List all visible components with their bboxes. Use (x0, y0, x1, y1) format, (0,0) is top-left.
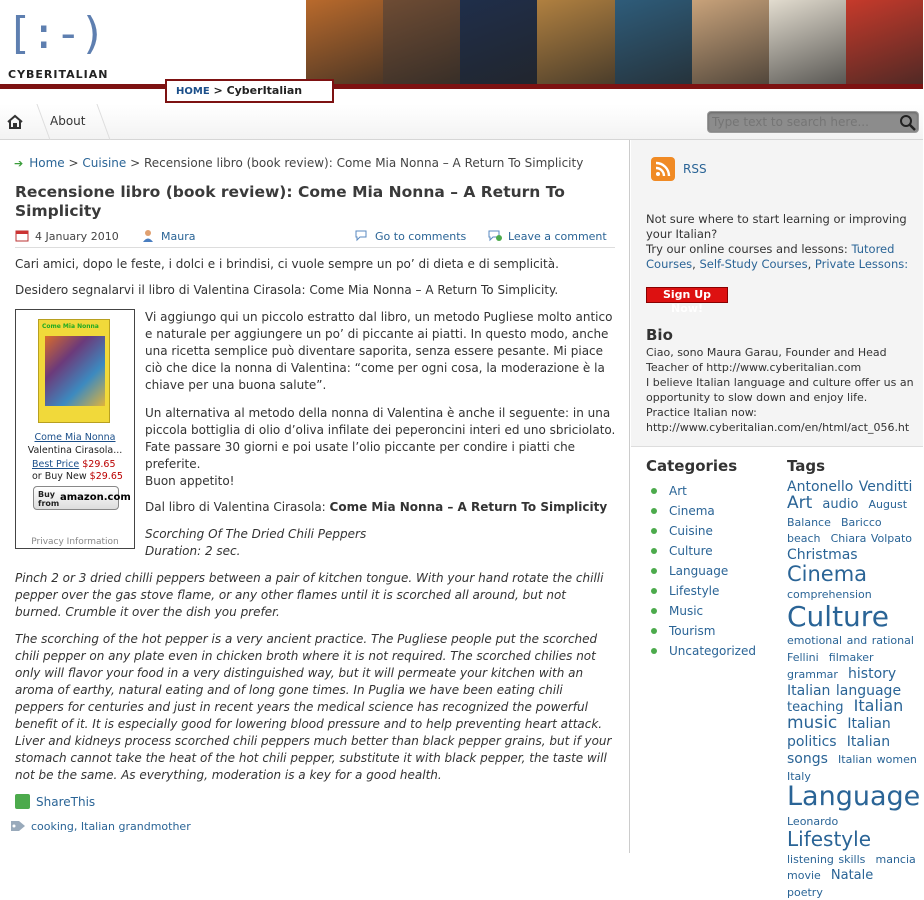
rss-link[interactable]: RSS (683, 162, 707, 176)
category-link[interactable]: Cinema (669, 504, 715, 518)
video-duration: Duration: 2 sec. (145, 544, 241, 558)
tag-link[interactable]: movie (787, 869, 821, 883)
ad-book-author: Valentina Cirasola... (27, 445, 123, 456)
tag-link[interactable]: Natale (830, 868, 874, 884)
tag-link[interactable]: filmaker (828, 651, 874, 665)
breadcrumb (14, 156, 583, 170)
amazon-ad (15, 309, 135, 549)
user-icon (141, 229, 155, 242)
post-paragraph: Desidero segnalarvi il libro di Valentina Cirasola: Come Mia Nonna – A Return To Simplicity. (15, 283, 559, 297)
tag-link[interactable]: music (787, 713, 838, 734)
header-home-link[interactable]: HOME (176, 86, 210, 97)
header-breadcrumb (165, 79, 334, 103)
header-photo (846, 0, 923, 84)
post-tags-links[interactable]: cooking, Italian grandmother (31, 820, 191, 833)
post-tags (10, 820, 191, 833)
calendar-icon (15, 229, 29, 242)
category-item[interactable] (651, 621, 756, 641)
category-link[interactable]: Tourism (669, 624, 716, 638)
categories-heading: Categories (646, 457, 738, 475)
tag-link[interactable]: poetry (787, 886, 823, 900)
book-cover-title: Come Mia Nonna (42, 323, 99, 330)
site-header (0, 0, 923, 97)
leave-comment-link[interactable]: Leave a comment (508, 230, 607, 243)
tags-heading: Tags (787, 457, 826, 475)
header-photo (615, 0, 692, 84)
best-price-link[interactable]: Best Price (32, 459, 80, 470)
post-paragraph (145, 499, 617, 516)
tag-link[interactable]: emotional and rational (787, 634, 914, 648)
tag-link[interactable]: Italian women (838, 752, 917, 766)
category-link[interactable]: Art (669, 484, 687, 498)
promo-question: Not sure where to start learning or improving your Italian? (646, 212, 907, 241)
category-item[interactable] (651, 581, 756, 601)
tag-link[interactable]: Christmas (787, 547, 858, 564)
rss-icon (651, 157, 675, 181)
sidebar (631, 140, 923, 900)
category-link[interactable]: Music (669, 604, 704, 618)
nav-about-link[interactable]: About (50, 114, 86, 128)
header-photo (460, 0, 537, 84)
tag-link[interactable]: Italian (853, 696, 904, 716)
buy-label: Buy (38, 490, 56, 499)
breadcrumb-separator: > (130, 156, 141, 170)
share-icon (15, 794, 30, 809)
post-paragraph: Buon appetito! (145, 474, 235, 488)
nav-separator (85, 104, 110, 140)
category-link[interactable]: Lifestyle (669, 584, 720, 598)
tag-link[interactable]: grammar (787, 667, 838, 681)
ad-buy-new (32, 471, 123, 482)
tag-link[interactable]: August (868, 497, 908, 511)
search-icon[interactable] (899, 114, 916, 131)
logo-emoticon: [:-) (6, 8, 104, 59)
post-title[interactable]: Recensione libro (book review): Come Mia Nonna – A Return To Simplicity (15, 183, 565, 220)
header-photo (537, 0, 614, 84)
buy-from-amazon-button[interactable] (33, 486, 131, 510)
category-item[interactable] (651, 481, 756, 501)
category-item[interactable] (651, 521, 756, 541)
header-crumb-separator: > (213, 84, 223, 97)
video-title: Scorching Of The Dried Chili Peppers (145, 527, 367, 541)
bio-text: Ciao, sono Maura Garau, Founder and Head Teacher of http://www.cyberitalian.com I believe Italian language and culture offer us an opportunity to slow down and enjoy life. Practice Italian now: http://www.cyberitalian.com/en/html/act_056.ht (646, 346, 914, 434)
search-box (707, 111, 919, 133)
post-paragraph: Vi aggiungo qui un piccolo estratto dal libro, un metodo Pugliese molto antico e naturale per aggiungere un po’ di piccante ai piatti. In questo modo, anche una ricetta semplice può diventare saporita, senza essere pesante. Mi piace ciò che dice la nonna di Valentina: “come per ogni cosa, la moderazione è la chiave per una buona salute”. (145, 310, 613, 392)
logo-wordmark: CYBERITALIAN (8, 68, 109, 81)
add-comment-icon (488, 229, 502, 242)
tag-link[interactable]: Italian politics (787, 716, 891, 751)
tag-link[interactable]: audio (822, 496, 859, 512)
post-date: 4 January 2010 (35, 230, 119, 243)
categories-list (651, 481, 756, 661)
tag-cloud (787, 478, 923, 900)
ad-best-price (32, 459, 116, 470)
arrow-right-icon: ➔ (14, 157, 24, 170)
sidebar-info-panel (631, 140, 923, 447)
tag-link[interactable]: history (848, 665, 897, 682)
tag-link[interactable]: Baricco (840, 515, 882, 529)
buy-new-label: or Buy New (32, 471, 87, 482)
private-lessons-link[interactable]: Private Lessons: (814, 257, 909, 271)
category-item[interactable] (651, 501, 756, 521)
tag-icon (10, 820, 26, 832)
header-photo (383, 0, 460, 84)
best-price-value: $29.65 (82, 459, 116, 470)
book-cover-image (45, 336, 105, 406)
from-label: from (38, 499, 60, 508)
tag-link[interactable]: beach (787, 532, 821, 546)
category-item[interactable] (651, 601, 756, 621)
tag-link[interactable]: Cinema (787, 562, 868, 587)
book-cover[interactable] (38, 319, 110, 423)
promo-intro: Try our online courses and lessons: (646, 242, 852, 256)
category-link[interactable]: Language (669, 564, 729, 578)
breadcrumb-current: Recensione libro (book review): Come Mia Nonna – A Return To Simplicity (144, 156, 584, 170)
post-meta (15, 229, 613, 247)
post-paragraph: Cari amici, dopo le feste, i dolci e i brindisi, ci vuole sempre un po’ di dieta e di semplicità. (15, 257, 559, 271)
post-paragraph: Pinch 2 or 3 dried chilli peppers between a pair of kitchen tongue. With your hand rotate the chilli pepper over the gas stove flame, or any other flames until it is scorched all around, but not burned. Crumble it over the dish you prefer. (15, 571, 604, 619)
category-item[interactable] (651, 641, 756, 661)
tag-link[interactable]: Italy (787, 769, 811, 783)
amazon-logo: amazon.com (60, 492, 131, 503)
tag-link[interactable]: Leonardo (787, 814, 839, 828)
tag-link[interactable]: Culture (787, 599, 889, 633)
tag-link[interactable]: Italian language (787, 682, 902, 699)
header-photo (769, 0, 846, 84)
tag-link[interactable]: teaching (787, 700, 844, 716)
header-crumb-current: CyberItalian (226, 84, 303, 97)
main-content (0, 140, 630, 853)
comments-icon (355, 229, 369, 242)
header-divider (0, 84, 923, 89)
tag-link[interactable]: Italian songs (787, 734, 891, 767)
courses-promo: Not sure where to start learning or improving your Italian? Try our online courses and lessons: Tutored Courses, Self-Study Courses, Private Lessons: (646, 212, 918, 272)
bio-heading: Bio (646, 326, 673, 344)
buy-new-value: $29.65 (89, 471, 123, 482)
category-link[interactable]: Cuisine (669, 524, 713, 538)
share-this-link[interactable]: ShareThis (36, 795, 96, 809)
post-paragraph: Un alternativa al metodo della nonna di Valentina è anche il seguente: in una piccola bottiglia di olio d’oliva infilate dei peperoncini interi ed uno sbriciolato. Fate passare 30 giorni e poi usate l’olio piccante per condire i piatti che preferite. (145, 406, 616, 471)
category-item[interactable] (651, 561, 756, 581)
tag-link[interactable]: Chiara Volpato (830, 532, 913, 546)
category-link[interactable]: Uncategorized (669, 644, 756, 658)
header-photo (306, 0, 383, 84)
privacy-information-link[interactable]: Privacy Information (31, 537, 119, 547)
ad-book-title-link[interactable]: Come Mia Nonna (34, 432, 116, 443)
tag-link[interactable]: listening skills (787, 852, 866, 866)
book-source-prefix: Dal libro di Valentina Cirasola: (145, 500, 330, 514)
go-to-comments-link[interactable]: Go to comments (375, 230, 467, 243)
category-item[interactable] (651, 541, 756, 561)
sign-up-button[interactable]: Sign Up Now! (646, 287, 728, 303)
breadcrumb-separator: > (68, 156, 79, 170)
share-this[interactable] (15, 794, 95, 809)
self-study-courses-link[interactable]: Self-Study Courses (699, 257, 808, 271)
search-input[interactable] (712, 114, 892, 130)
tag-link[interactable]: Balance (787, 515, 831, 529)
rss-feed[interactable] (651, 157, 707, 181)
post-author-link[interactable]: Maura (161, 230, 196, 243)
tag-link[interactable]: Fellini (787, 651, 819, 665)
meta-divider (15, 247, 615, 248)
tag-link[interactable]: Language (787, 781, 921, 813)
tag-link[interactable]: Art (787, 492, 813, 513)
breadcrumb-home[interactable]: Home (29, 156, 65, 170)
tag-link[interactable]: Antonello Venditti (787, 479, 913, 495)
site-logo[interactable] (6, 4, 118, 82)
tag-link[interactable]: mancia (875, 852, 916, 866)
header-photo-strip (306, 0, 923, 84)
header-photo (692, 0, 769, 84)
book-source-title: Come Mia Nonna – A Return To Simplicity (329, 500, 608, 514)
tag-link[interactable]: Lifestyle (787, 826, 872, 851)
category-link[interactable]: Culture (669, 544, 713, 558)
tutored-courses-link[interactable]: Tutored Courses (646, 242, 895, 271)
tag-link[interactable]: comprehension (787, 588, 872, 602)
post-paragraph: The scorching of the hot pepper is a very ancient practice. The Pugliese people put the scorched chili pepper on any plate even in chicken broth where it is not required. The scorched chilies not only will flavor your food in a very distinguished way, but it will permeate your kitchen with an aroma of earthy, natural eating and of long gone times. In Puglia we have been eating chili peppers for centuries and just in recent years the medical science has recognized the powerful benefit of it. It is especially good for lowering blood pressure and to help preventing heart attack. Liver and kidneys process scorched chili peppers much better than black pepper grains, but if your stomach cannot take the heat of the hot chili pepper, substitute it with black pepper, the taste will not be the same. As everything, moderation is a key for a good health. (15, 632, 612, 782)
breadcrumb-section[interactable]: Cuisine (82, 156, 127, 170)
